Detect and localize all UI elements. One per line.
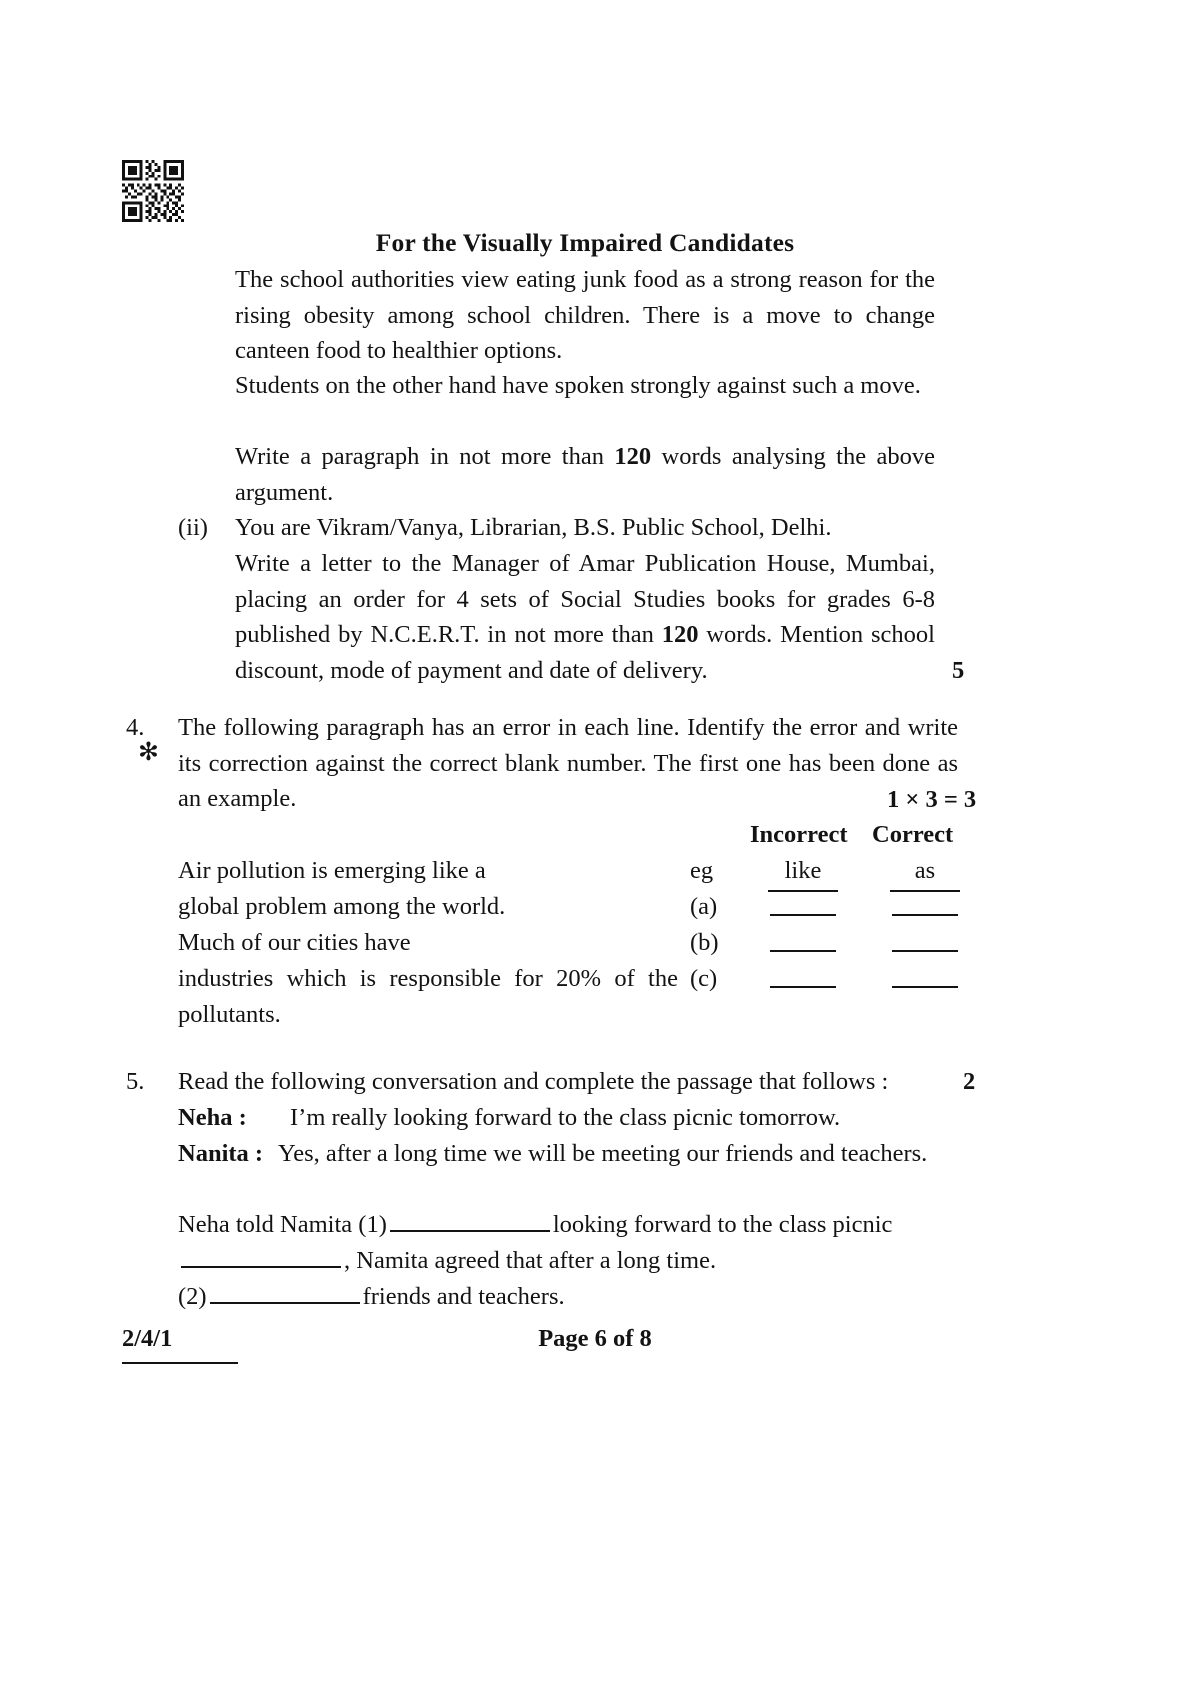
vi-sub-label: (ii): [178, 514, 208, 541]
error-correct-cell[interactable]: [872, 889, 978, 925]
error-sentence: global problem among the world.: [178, 893, 506, 920]
column-header-incorrect: Incorrect: [750, 821, 848, 848]
error-row-label: eg: [690, 857, 714, 884]
passage-line-1-pre: Neha told Namita (1): [178, 1211, 387, 1238]
error-incorrect-cell[interactable]: [750, 889, 856, 925]
dialogue-speaker: Neha :: [178, 1104, 247, 1131]
error-incorrect-cell[interactable]: [750, 961, 856, 997]
vi-paragraph-1: The school authorities view eating junk food as a strong reason for the rising obesity among school children. There is a move to change canteen food to healthier options.: [235, 266, 935, 365]
error-incorrect-value: like: [768, 853, 838, 892]
error-row-eg: [178, 853, 958, 889]
error-row-b: [178, 925, 958, 961]
question-4-marks: 1 × 3 = 3: [887, 786, 977, 813]
error-row-a: [178, 889, 958, 925]
vi-word-limit-1: 120: [614, 443, 652, 470]
passage-line-3-pre: (2): [178, 1283, 207, 1310]
error-incorrect-cell: [750, 853, 856, 892]
error-correct-blank[interactable]: [892, 966, 958, 988]
error-tail-line: pollutants.: [178, 1001, 281, 1028]
vi-sub-line-2-pre: Write a letter to the Manager of Amar Publication House, Mumbai, placing an order for 4 sets of Social Studies books for grades 6-8 published by N.C.E.R.T. in not more than: [235, 550, 935, 649]
passage-line-1-post: looking forward to the class picnic: [552, 1211, 893, 1238]
error-correct-value: as: [890, 853, 960, 892]
dialogue-speaker: Nanita :: [178, 1140, 264, 1167]
page-title: For the Visually Impaired Candidates: [375, 228, 795, 257]
qr-code: [122, 160, 184, 222]
error-correct-blank[interactable]: [892, 894, 958, 916]
vi-word-limit-2: 120: [661, 621, 699, 649]
vi-paragraph-2: Students on the other hand have spoken strongly against such a move.: [235, 372, 921, 399]
question-5-text: Read the following conversation and complete the passage that follows :: [178, 1068, 889, 1095]
passage-line-3-post: friends and teachers.: [362, 1283, 565, 1310]
vi-marks: 5: [952, 657, 965, 684]
footer-divider: [122, 1362, 238, 1364]
error-correct-cell[interactable]: [872, 961, 978, 997]
error-sentence: industries which is responsible for 20% of the: [178, 965, 678, 992]
dialogue-text: I’m really looking forward to the class picnic tomorrow.: [290, 1104, 841, 1131]
error-row-c: [178, 961, 958, 997]
error-incorrect-blank[interactable]: [770, 966, 836, 988]
passage-blank-1[interactable]: [390, 1211, 550, 1232]
page-number: Page 6 of 8: [538, 1325, 652, 1352]
error-sentence: Much of our cities have: [178, 929, 411, 956]
question-5-marks: 2: [963, 1068, 976, 1095]
passage-blank-2[interactable]: [181, 1247, 341, 1268]
error-row-label: (b): [690, 929, 719, 956]
passage-line-2: [178, 1243, 968, 1279]
question-5-number: 5.: [126, 1068, 145, 1095]
error-sentence: Air pollution is emerging like a: [178, 857, 486, 884]
error-incorrect-blank[interactable]: [770, 930, 836, 952]
column-header-correct: Correct: [872, 821, 954, 848]
vi-paragraph-3: [235, 439, 935, 510]
vi-sub-line-1: You are Vikram/Vanya, Librarian, B.S. Public School, Delhi.: [235, 514, 832, 541]
passage-line-1: [178, 1207, 968, 1243]
error-correct-cell: [872, 853, 978, 892]
dialogue-text: Yes, after a long time we will be meeting our friends and teachers.: [278, 1140, 928, 1167]
error-correct-cell[interactable]: [872, 925, 978, 961]
paper-code: 2/4/1: [122, 1325, 173, 1352]
error-correct-blank[interactable]: [892, 930, 958, 952]
error-row-label: (c): [690, 965, 718, 992]
question-4-number: 4.: [126, 714, 145, 741]
question-4-text: The following paragraph has an error in each line. Identify the error and write its correction against the correct blank number. The first one has been done as an example.: [178, 714, 958, 813]
vi-sub-line-2-post: words. Mention school discount, mode of payment and date of delivery.: [235, 621, 935, 685]
passage-line-3: [178, 1279, 968, 1315]
question-4-star-icon: ✻: [138, 739, 159, 766]
error-incorrect-cell[interactable]: [750, 925, 856, 961]
error-incorrect-blank[interactable]: [770, 894, 836, 916]
vi-paragraph-3-pre: Write a paragraph in not more than: [235, 443, 615, 470]
error-row-label: (a): [690, 893, 718, 920]
passage-line-2-post: , Namita agreed that after a long time.: [344, 1247, 717, 1274]
vi-paragraph-3-post: words analysing the above argument.: [235, 443, 935, 506]
vi-sub-line-2: [235, 546, 935, 689]
passage-blank-3[interactable]: [210, 1283, 360, 1304]
